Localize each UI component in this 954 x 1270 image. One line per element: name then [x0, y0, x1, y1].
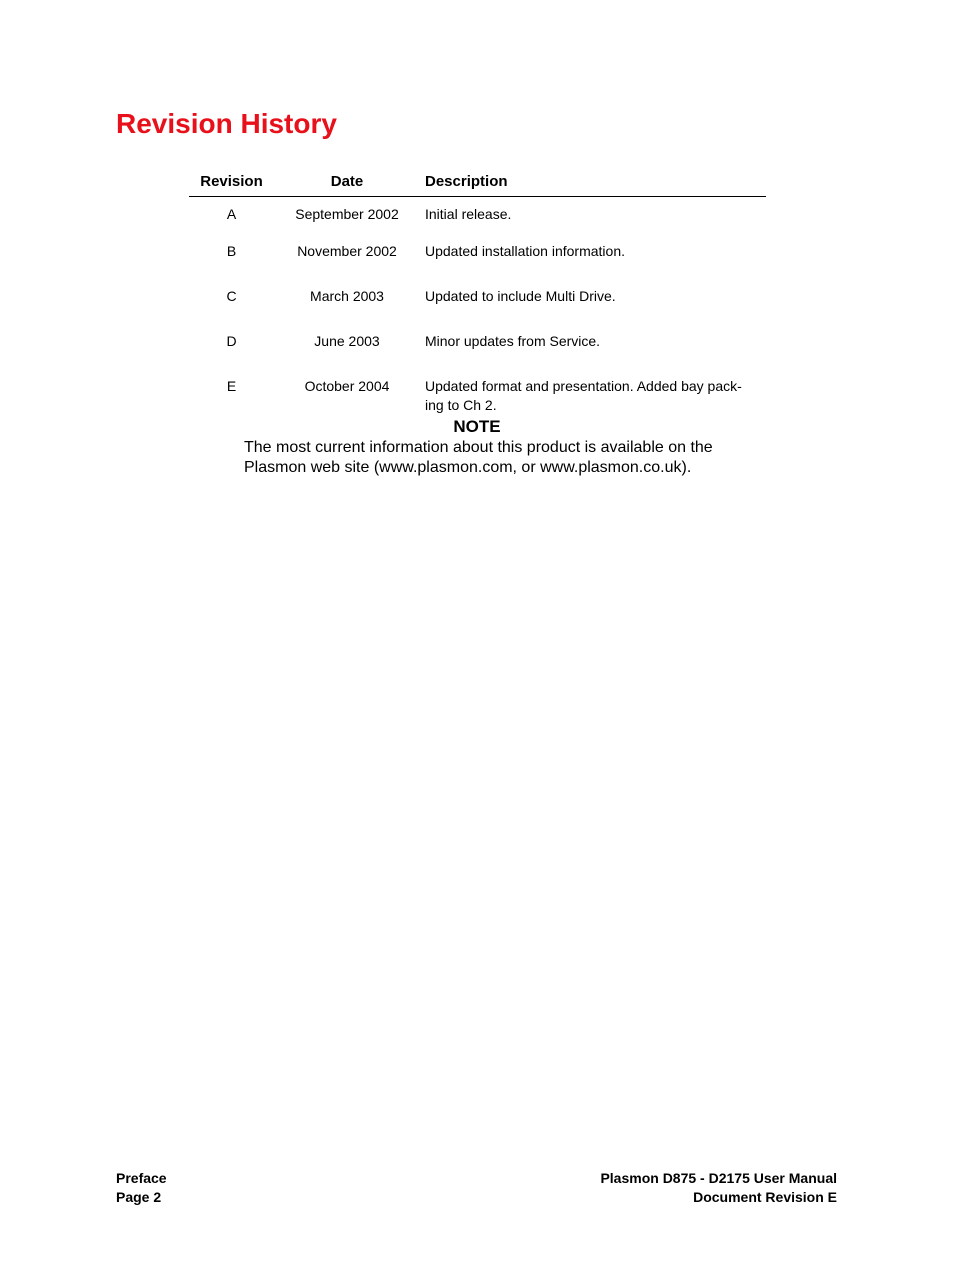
- description-column-header: Description: [420, 170, 766, 197]
- table-row: [189, 364, 766, 415]
- note-title: NOTE: [453, 417, 501, 436]
- table-row: [189, 229, 766, 274]
- revision-cell: E: [226, 378, 237, 394]
- description-cell: Updated installation information.: [425, 243, 626, 259]
- description-cell: Minor updates from Service.: [425, 333, 601, 349]
- table-row: [189, 197, 766, 230]
- description-line: Updated format and presentation. Added bay pack-: [425, 378, 742, 394]
- description-line: ing to Ch 2.: [425, 397, 497, 413]
- footer-left: [116, 1169, 167, 1207]
- table-row: [189, 319, 766, 364]
- description-cell: Initial release.: [425, 206, 512, 222]
- description-cell: Updated to include Multi Drive.: [425, 288, 616, 304]
- note-text: [244, 438, 744, 478]
- revision-history-table: [189, 170, 766, 415]
- footer-document-revision: Document Revision E: [693, 1189, 837, 1205]
- revision-cell: C: [226, 288, 237, 304]
- date-column-header: Date: [274, 170, 420, 197]
- note-line: Plasmon web site (www.plasmon.com, or www.plasmon.co.uk).: [244, 459, 692, 476]
- note-line: The most current information about this product is available on the: [244, 439, 713, 456]
- date-cell: November 2002: [297, 243, 397, 259]
- footer-right: [600, 1169, 837, 1207]
- date-cell: March 2003: [310, 288, 384, 304]
- revision-cell: D: [226, 333, 237, 349]
- table-row: [189, 274, 766, 319]
- footer-page-number: Page 2: [116, 1189, 162, 1205]
- revision-cell: A: [226, 206, 237, 222]
- revision-cell: B: [226, 243, 237, 259]
- footer-section: Preface: [116, 1170, 167, 1186]
- footer-manual-title: Plasmon D875 - D2175 User Manual: [600, 1170, 837, 1186]
- description-cell: [420, 364, 766, 415]
- date-cell: June 2003: [314, 333, 380, 349]
- page-title: Revision History: [116, 108, 337, 139]
- revision-column-header: Revision: [189, 170, 274, 197]
- table-header-row: [189, 170, 766, 197]
- date-cell: October 2004: [304, 378, 390, 394]
- date-cell: September 2002: [295, 206, 399, 222]
